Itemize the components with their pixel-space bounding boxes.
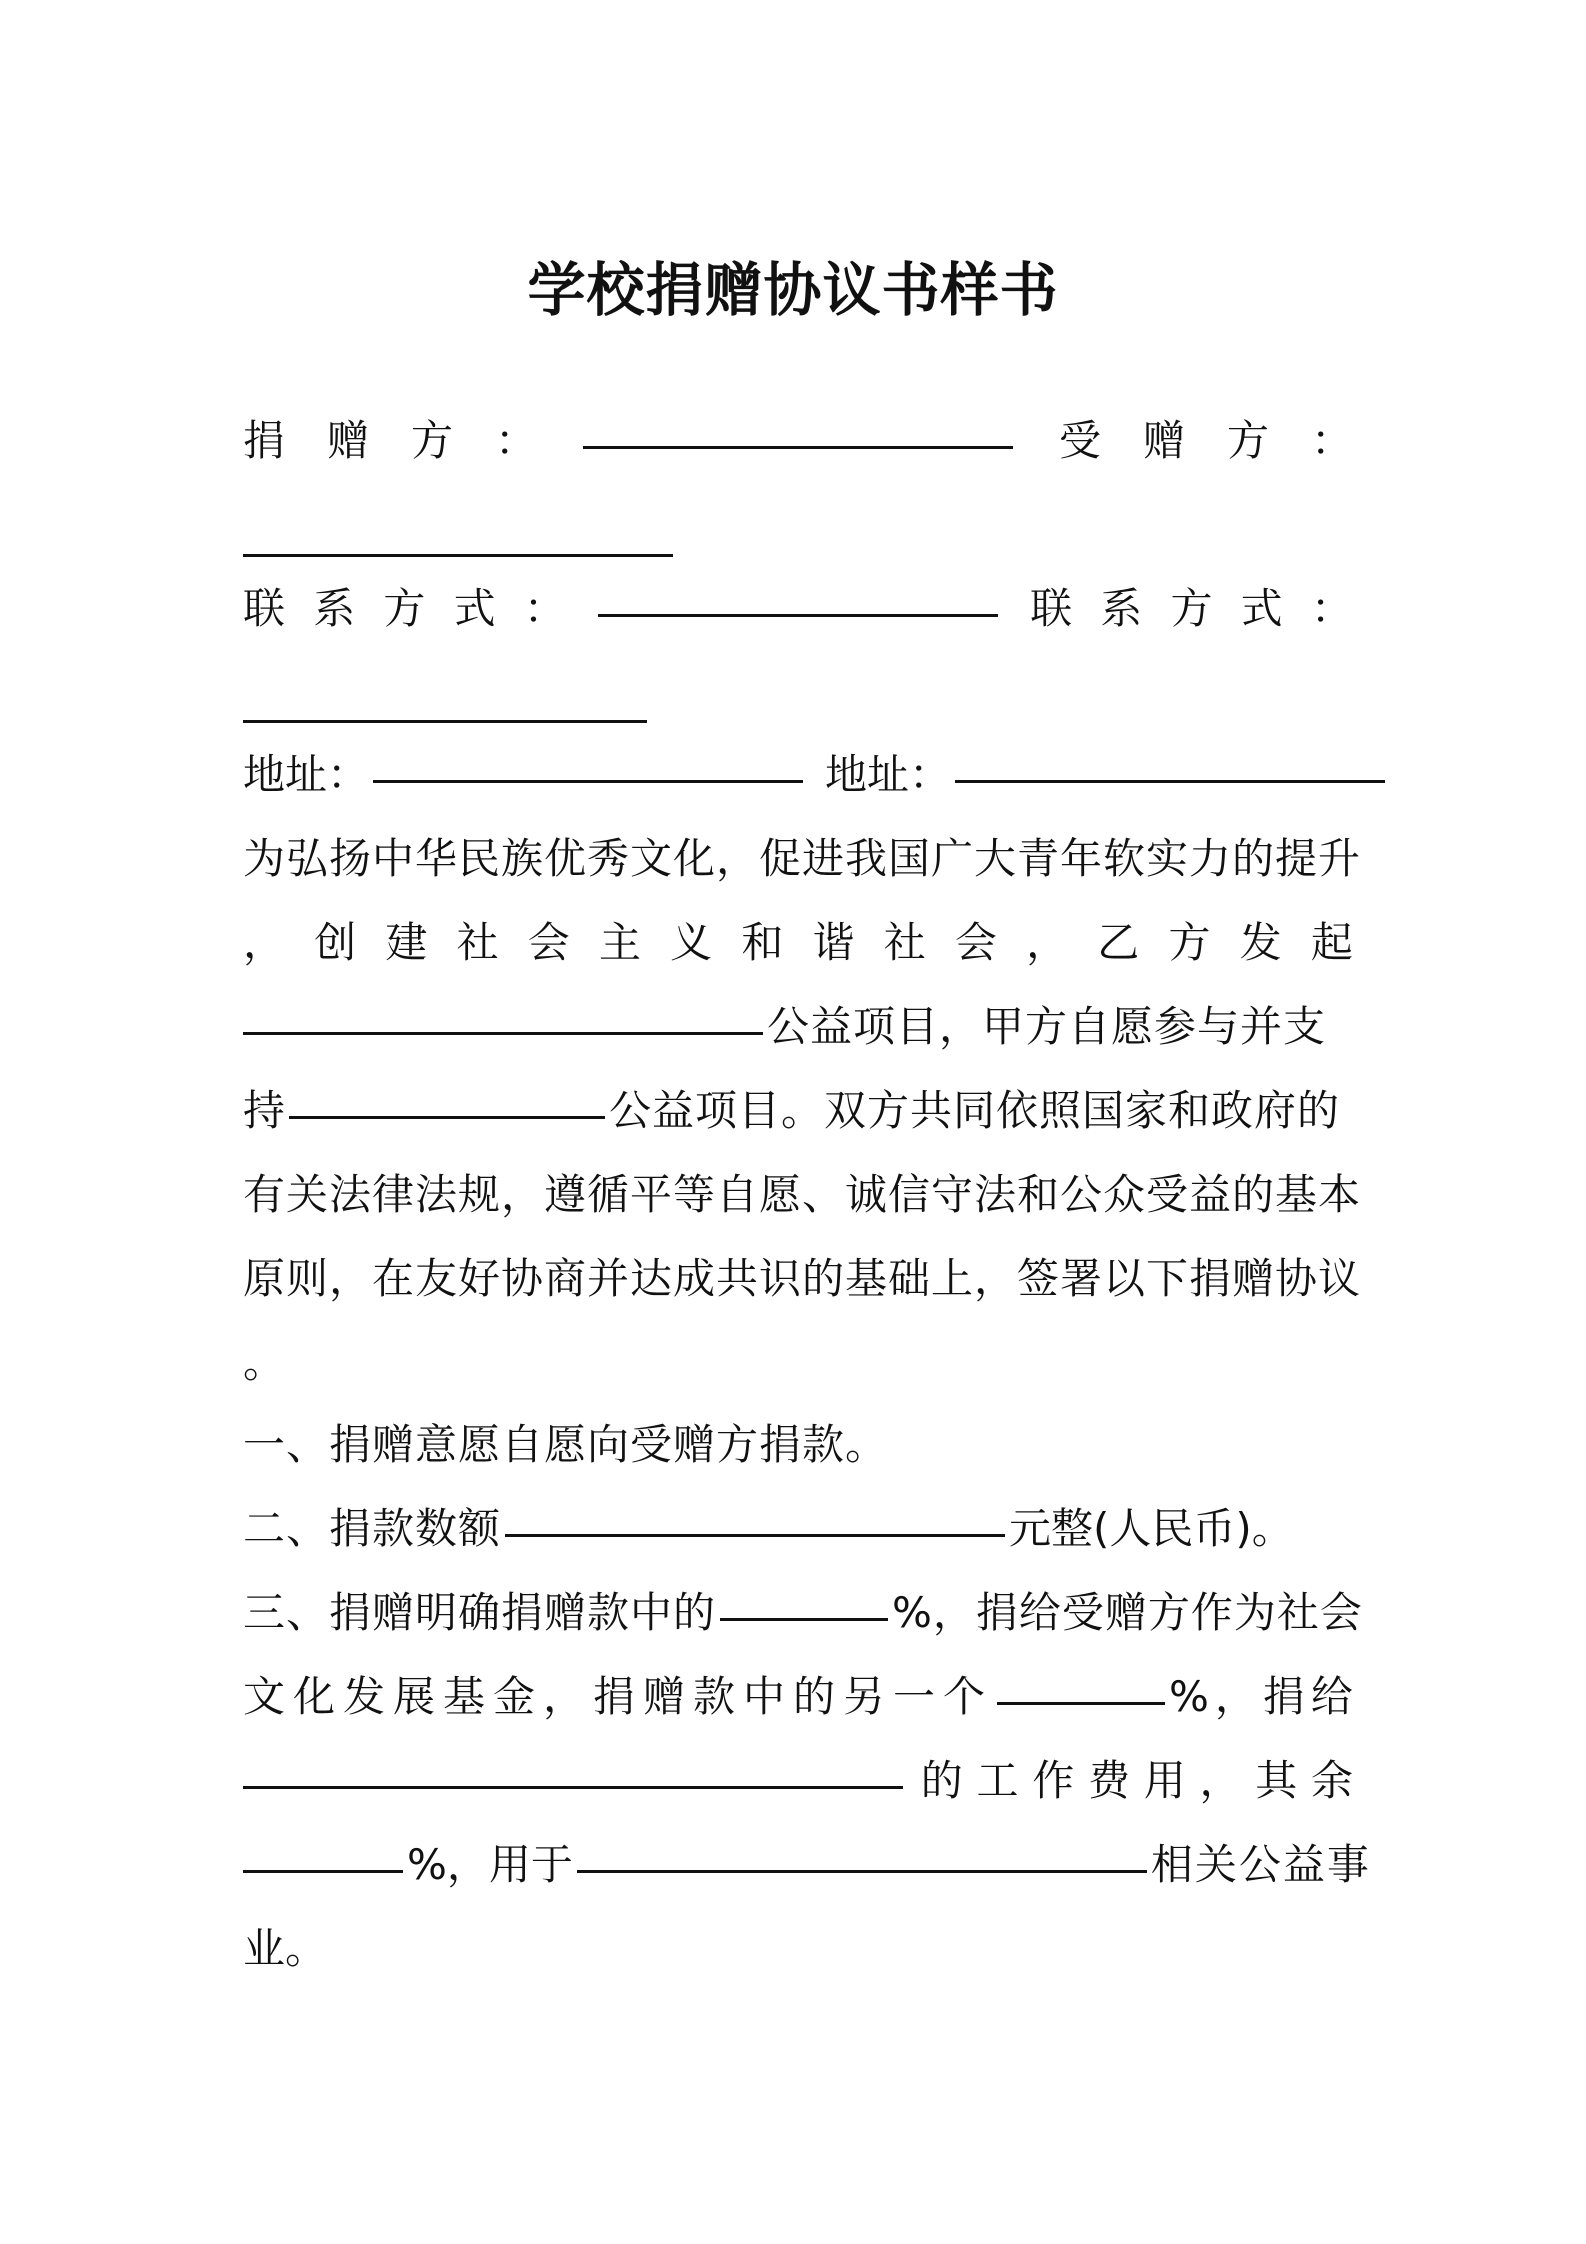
intro-char: 创: [314, 918, 357, 967]
intro-char: 会: [527, 918, 570, 967]
clause-3-line: [243, 1578, 1363, 1648]
intro-char: 社: [883, 918, 926, 967]
percent-blank-3[interactable]: [243, 1870, 403, 1873]
clause-text: 文化发展基金，捐赠款中的另一个: [243, 1672, 994, 1721]
donor-address-label: 地址：: [243, 750, 370, 799]
clause-3-line: [243, 1746, 1353, 1816]
clause-text: 二、捐款数额: [243, 1504, 502, 1553]
donor-label-char: 方: [411, 416, 454, 465]
intro-char: 会: [954, 918, 997, 967]
contact-label-char: 联: [243, 584, 286, 633]
intro-line: 有关法律法规，遵循平等自愿、诚信守法和公众受益的基本: [243, 1170, 1362, 1219]
clause-char: 用: [1143, 1756, 1186, 1805]
clause-text: 三、捐赠明确捐赠款中的: [243, 1588, 717, 1637]
intro-line-spread: [243, 908, 1353, 978]
recipient-org-blank[interactable]: [243, 1786, 903, 1789]
intro-line: 原则，在友好协商并达成共识的基础上，签署以下捐赠协议: [243, 1254, 1362, 1303]
intro-text: 持: [243, 1086, 286, 1135]
recipient-name-blank[interactable]: [243, 554, 673, 557]
contact-label-char: ：: [523, 584, 566, 633]
clause-char: ，: [1199, 1756, 1242, 1805]
clause-text: %，捐给: [1169, 1672, 1359, 1721]
purpose-blank[interactable]: [577, 1870, 1147, 1873]
clause-char: 工: [976, 1756, 1019, 1805]
intro-line: 为弘扬中华民族优秀文化，促进我国广大青年软实力的提升: [243, 834, 1362, 883]
intro-char: 义: [670, 918, 713, 967]
intro-char: 乙: [1097, 918, 1140, 967]
intro-char: 发: [1239, 918, 1282, 967]
address-row: [243, 740, 1353, 810]
intro-char: 方: [1168, 918, 1211, 967]
intro-char: ，: [243, 918, 286, 967]
donor-label-char: ：: [495, 416, 538, 465]
percent-blank-2[interactable]: [997, 1702, 1165, 1705]
clause-char: 费: [1087, 1756, 1130, 1805]
clause-char: 作: [1032, 1756, 1075, 1805]
donor-label-char: 赠: [327, 416, 370, 465]
recipient-label-char: 赠: [1142, 416, 1185, 465]
contact-label-char: 式: [1240, 584, 1283, 633]
intro-text: 公益项目。双方共同依照国家和政府的: [609, 1086, 1341, 1135]
clause-3-line: [243, 1662, 1359, 1732]
donor-address-blank[interactable]: [373, 780, 803, 783]
recipient-address-blank[interactable]: [955, 780, 1385, 783]
intro-char: 和: [741, 918, 784, 967]
donor-contact-blank[interactable]: [598, 614, 998, 617]
project-name-blank[interactable]: [243, 1032, 763, 1035]
party-row: [243, 406, 1353, 476]
intro-char: ，: [1026, 918, 1069, 967]
contact-label-char: 方: [1170, 584, 1213, 633]
intro-line: 。: [243, 1338, 286, 1387]
document-title: 学校捐赠协议书样书: [527, 256, 1059, 324]
recipient-address-label: 地址：: [825, 750, 952, 799]
clause-text: 元整(人民币)。: [1009, 1504, 1294, 1553]
contact-label-char: 式: [453, 584, 496, 633]
contact-row: [243, 574, 1353, 644]
clause-text: %，用于: [407, 1840, 573, 1889]
intro-line-with-blank: [243, 1076, 1353, 1146]
clause-text: %，捐给受赠方作为社会: [892, 1588, 1363, 1637]
contact-label-char: ：: [1310, 584, 1353, 633]
clause-1: 一、捐赠意愿自愿向受赠方捐款。: [243, 1420, 889, 1469]
clause-char: 余: [1310, 1756, 1353, 1805]
intro-char: 建: [385, 918, 428, 967]
percent-blank-1[interactable]: [720, 1618, 888, 1621]
recipient-label-char: 受: [1058, 416, 1101, 465]
intro-char: 主: [598, 918, 641, 967]
intro-text: 公益项目，甲方自愿参与并支: [767, 1002, 1327, 1051]
recipient-contact-blank[interactable]: [243, 720, 647, 723]
project-support-blank[interactable]: [289, 1116, 605, 1119]
intro-char: 起: [1310, 918, 1353, 967]
contact-label-char: 系: [313, 584, 356, 633]
clause-char: 的: [920, 1756, 963, 1805]
clause-2: [243, 1494, 1353, 1564]
donor-name-blank[interactable]: [583, 446, 1013, 449]
recipient-label-char: ：: [1310, 416, 1353, 465]
donation-amount-blank[interactable]: [505, 1534, 1005, 1537]
contact-label-char: 联: [1030, 584, 1073, 633]
intro-char: 社: [456, 918, 499, 967]
donor-label-char: 捐: [243, 416, 286, 465]
intro-line-with-blank: [243, 992, 1353, 1062]
contact-label-char: 系: [1100, 584, 1143, 633]
clause-text: 相关公益事: [1150, 1840, 1371, 1889]
contact-label-char: 方: [383, 584, 426, 633]
clause-3-line: [243, 1830, 1371, 1900]
recipient-label-char: 方: [1226, 416, 1269, 465]
clause-char: 其: [1255, 1756, 1298, 1805]
clause-3-line: 业。: [243, 1924, 328, 1973]
intro-char: 谐: [812, 918, 855, 967]
